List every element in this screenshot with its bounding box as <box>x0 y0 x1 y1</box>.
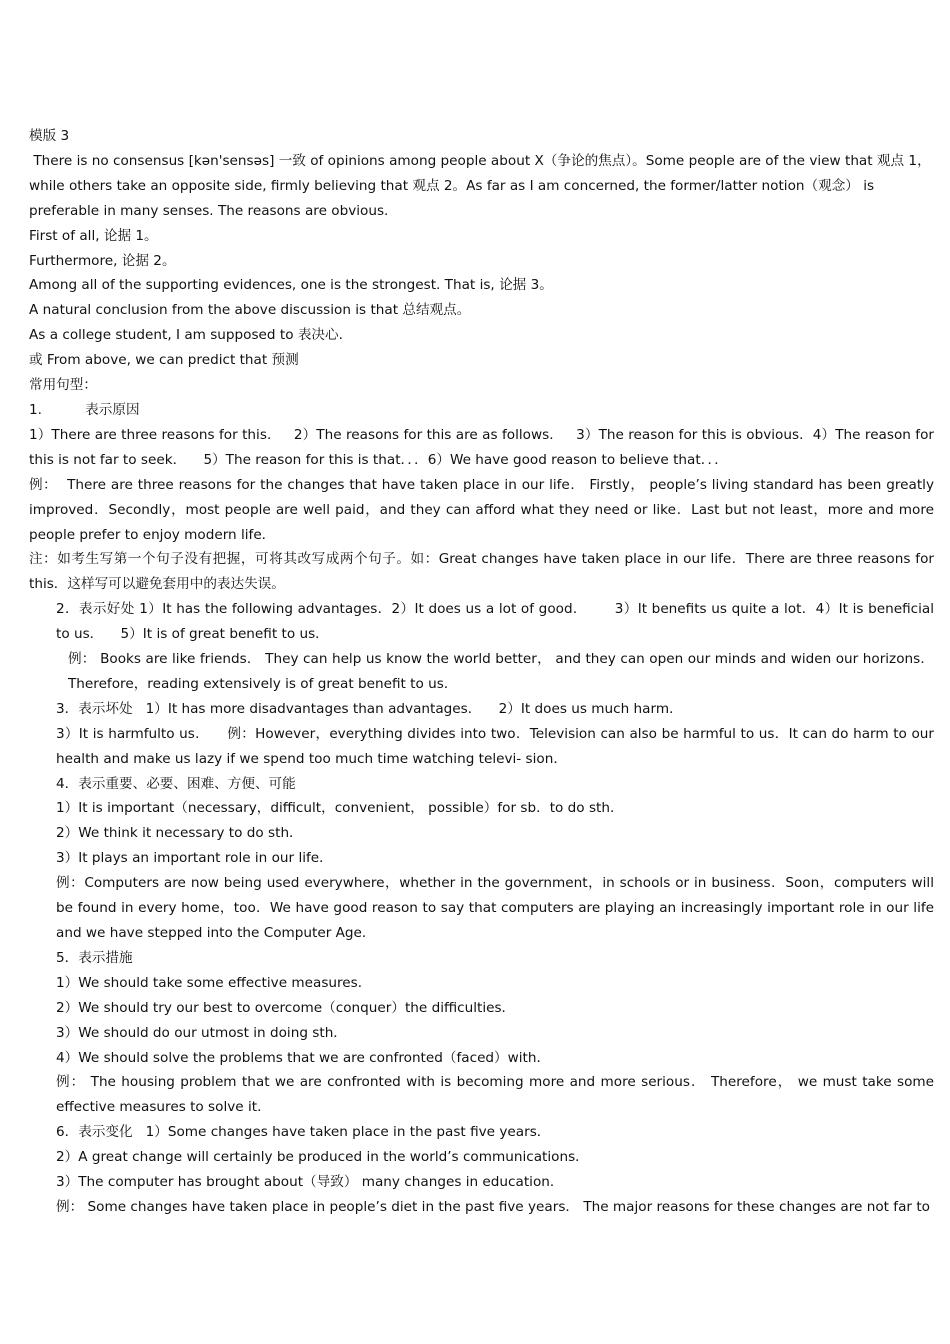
section-4-pattern-1: 1）It is important（necessary，difficult，convenient， possible）for sb．to do sth． <box>56 800 624 817</box>
section-4-example: 例：Computers are now being used everywhere，whether in the government，in schools or in business．Soon，computers will be found in every home，too．We have good reason to say that computers are playing an increasingly important role in our life and we have stepped into the Computer Age． <box>56 875 939 941</box>
section-5-pattern-3: 3）We should do our utmost in doing sth． <box>56 1024 347 1041</box>
argument-2: Furthermore, 论据 2。 <box>29 252 176 269</box>
section-2-patterns: 2．表示好处 1）It has the following advantages．2）It does us a lot of good． 3）It benefits us quite a lot．4）It is beneficial to us． 5）It is of great benefit to us． <box>56 601 939 643</box>
section-1-heading: 1. 表示原因 <box>29 401 140 418</box>
document-page <box>29 124 939 1220</box>
section-6-example: 例： Some changes have taken place in people’s diet in the past five years． The major reasons for these changes are not far to <box>56 1198 930 1215</box>
section-1-note: 注：如考生写第一个句子没有把握，可将其改写成两个句子。如：Great changes have taken place in our life．There are three reasons for this．这样写可以避免套用中的表达失误。 <box>29 551 939 593</box>
section-6-pattern-2: 2）A great change will certainly be produced in the world’s communications． <box>56 1149 589 1166</box>
section-5-pattern-1: 1）We should take some effective measures． <box>56 974 372 991</box>
section-4-heading: 4．表示重要、必要、困难、方便、可能 <box>56 775 296 792</box>
section-heading-common-patterns: 常用句型： <box>29 377 97 394</box>
conclusion-line: A natural conclusion from the above discussion is that 总结观点。 <box>29 302 471 319</box>
template-heading: 模版 3 <box>29 128 70 144</box>
template-paragraph: There is no consensus [kən'sensəs] 一致 of opinions among people about X（争论的焦点）。Some people are of the view that 观点 1，while others take an opposite side, firmly believing that 观点 2。As far as I am concerned, the former/latter notion（观念） is preferable in many senses. The reasons are obvious. <box>29 152 931 219</box>
section-2-example: 例： Books are like friends． They can help us know the world better， and they can open our minds and widen our horizons．Therefore，reading extensively is of great benefit to us． <box>68 651 934 692</box>
argument-1: First of all, 论据 1。 <box>29 227 158 244</box>
section-5-pattern-4: 4）We should solve the problems that we are confronted（faced）with． <box>56 1049 551 1066</box>
section-5-example: 例： The housing problem that we are confronted with is becoming more and more serious． Therefore， we must take some effective measures to solve it． <box>56 1074 939 1116</box>
prediction-line: 或 From above, we can predict that 预测 <box>29 352 299 369</box>
section-3-patterns: 3．表示坏处 1）It has more disadvantages than advantages． 2）It does us much harm． <box>56 700 683 717</box>
resolution-line: As a college student, I am supposed to 表决心. <box>29 327 343 344</box>
section-6-patterns: 6．表示变化 1）Some changes have taken place in the past five years． <box>56 1124 551 1141</box>
section-4-pattern-2: 2）We think it necessary to do sth． <box>56 825 303 842</box>
section-6-pattern-3: 3）The computer has brought about（导致） many changes in education． <box>56 1174 564 1191</box>
section-5-pattern-2: 2）We should try our best to overcome（conquer）the difficulties． <box>56 999 516 1016</box>
section-4-pattern-3: 3）It plays an important role in our life． <box>56 850 333 867</box>
section-1-example: 例： There are three reasons for the changes that have taken place in our life． Firstly， people’s living standard has been greatly improved．Secondly，most people are well paid，and they can afford what they need or like．Last but not least，more and more people prefer to enjoy modern life． <box>29 476 939 543</box>
section-5-heading: 5．表示措施 <box>56 949 133 966</box>
section-3-example: 3）It is harmfulto us． 例：However，everything divides into two．Television can also be harmful to us．It can do harm to our health and make us lazy if we spend too much time watching televi- sion． <box>56 725 939 767</box>
section-1-patterns: 1）There are three reasons for this． 2）The reasons for this are as follows． 3）The reason for this is obvious．4）The reason for this is not far to seek． 5）The reason for this is that．．．6）We have good reason to believe that．．． <box>29 426 939 468</box>
argument-3: Among all of the supporting evidences, one is the strongest. That is, 论据 3。 <box>29 277 553 294</box>
